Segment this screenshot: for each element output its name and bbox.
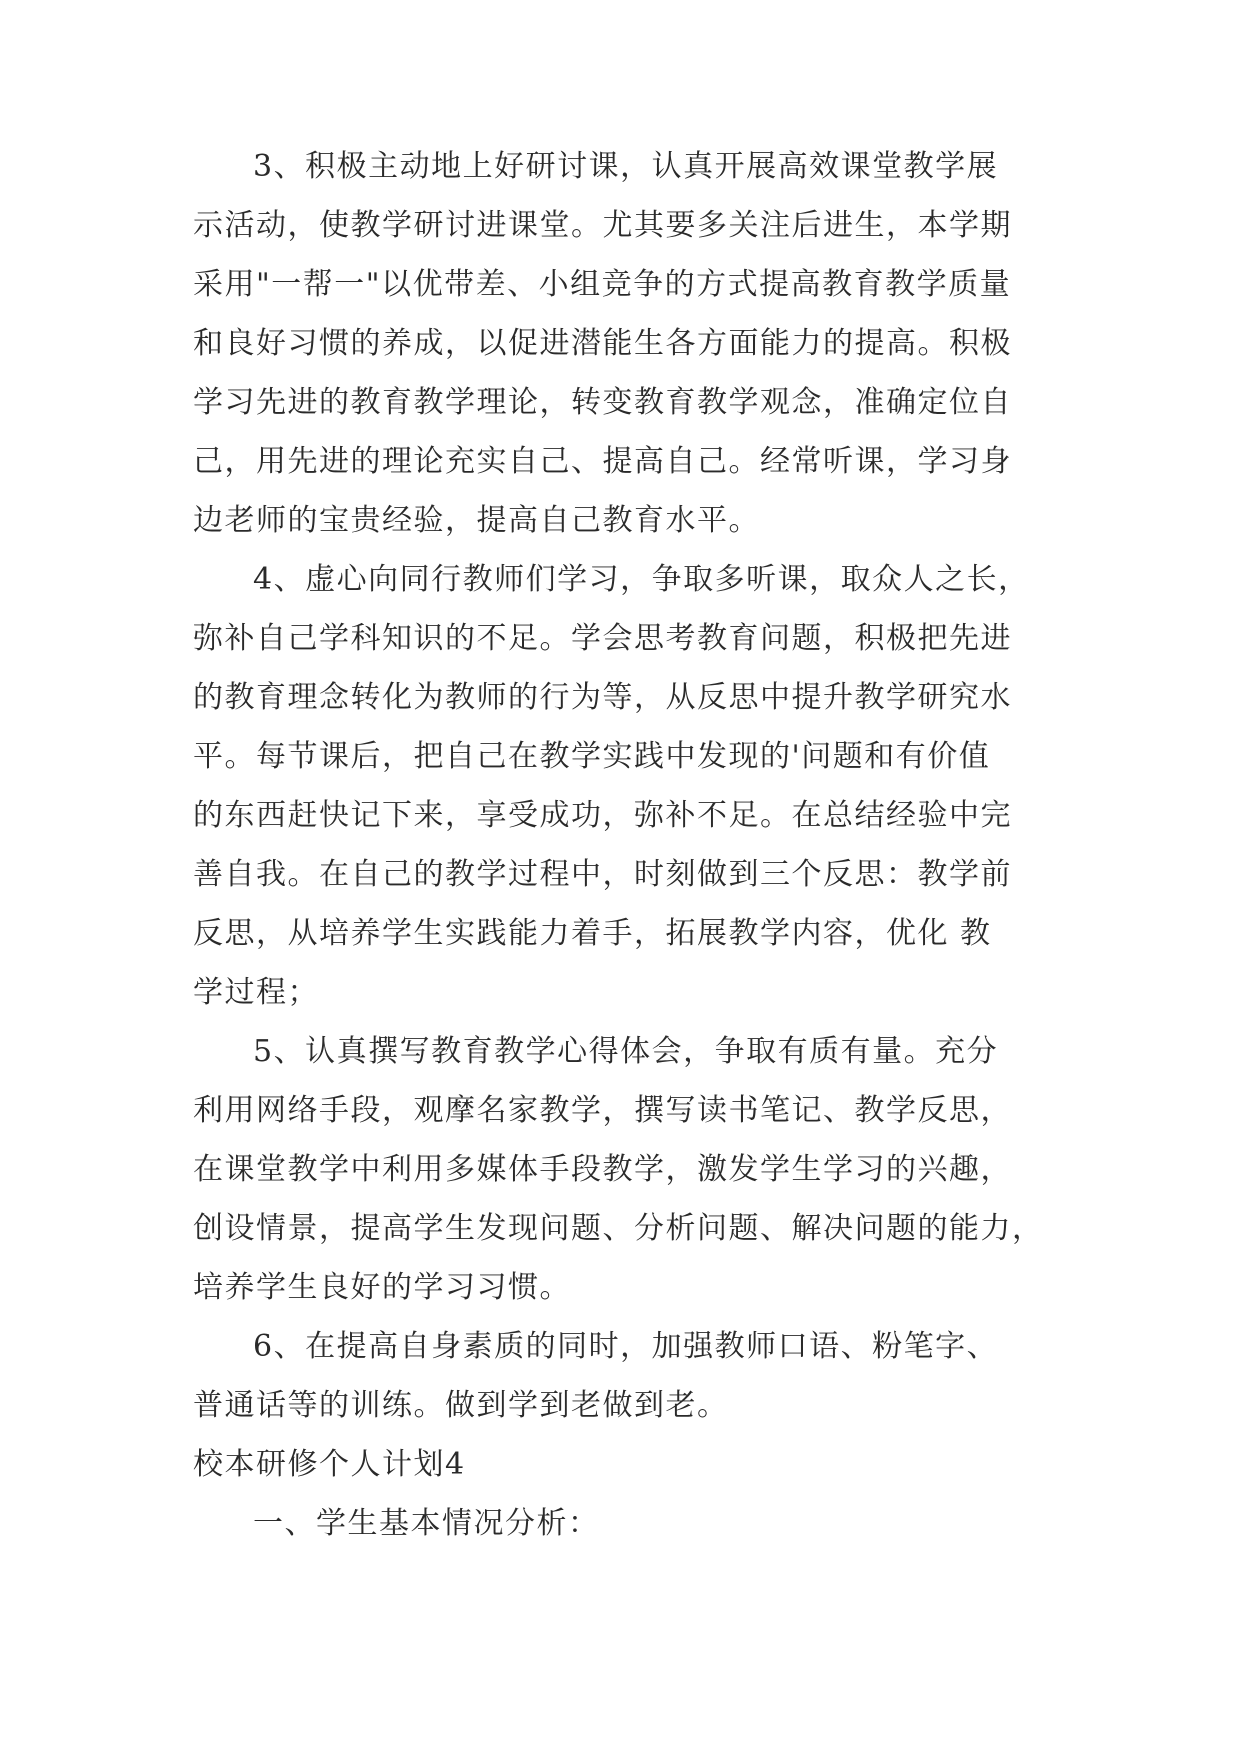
text-line: 利用网络手段，观摩名家教学，撰写读书笔记、教学反思， (193, 1093, 1012, 1128)
text-line: 采用"一帮一"以优带差、小组竞争的方式提高教育教学质量 (193, 267, 1012, 302)
text-line: 善自我。在自己的教学过程中，时刻做到三个反思：教学前 (193, 857, 1012, 892)
text-line: 的教育理念转化为教师的行为等，从反思中提升教学研究水 (193, 680, 1012, 715)
text-line: 反思，从培养学生实践能力着手，拓展教学内容，优化 教 (193, 916, 992, 951)
text-line: 己，用先进的理论充实自己、提高自己。经常听课，学习身 (193, 444, 1012, 479)
section-heading: 校本研修个人计划4 (193, 1447, 466, 1482)
text-line: 5、认真撰写教育教学心得体会，争取有质有量。充分 (253, 1034, 999, 1069)
text-line: 的东西赶快记下来，享受成功，弥补不足。在总结经验中完 (193, 798, 1012, 833)
text-line: 学习先进的教育教学理论，转变教育教学观念，准确定位自 (193, 385, 1012, 420)
text-line: 4、虚心向同行教师们学习，争取多听课，取众人之长， (253, 562, 1030, 597)
text-line: 学过程； (193, 975, 319, 1010)
text-line: 弥补自己学科知识的不足。学会思考教育问题，积极把先进 (193, 621, 1012, 656)
text-line: 平。每节课后，把自己在教学实践中发现的'问题和有价值 (193, 739, 991, 774)
text-line: 普通话等的训练。做到学到老做到老。 (193, 1388, 729, 1423)
text-line: 示活动，使教学研讨进课堂。尤其要多关注后进生，本学期 (193, 208, 1012, 243)
text-line: 培养学生良好的学习习惯。 (193, 1270, 571, 1305)
text-line: 边老师的宝贵经验，提高自己教育水平。 (193, 503, 760, 538)
text-line: 和良好习惯的养成，以促进潜能生各方面能力的提高。积极 (193, 326, 1012, 361)
text-line: 3、积极主动地上好研讨课，认真开展高效课堂教学展 (253, 149, 999, 184)
text-line: 创设情景，提高学生发现问题、分析问题、解决问题的能力， (193, 1211, 1044, 1246)
text-line: 6、在提高自身素质的同时，加强教师口语、粉笔字、 (253, 1329, 999, 1364)
text-line: 在课堂教学中利用多媒体手段教学，激发学生学习的兴趣， (193, 1152, 1012, 1187)
text-line: 一、学生基本情况分析： (253, 1506, 600, 1541)
